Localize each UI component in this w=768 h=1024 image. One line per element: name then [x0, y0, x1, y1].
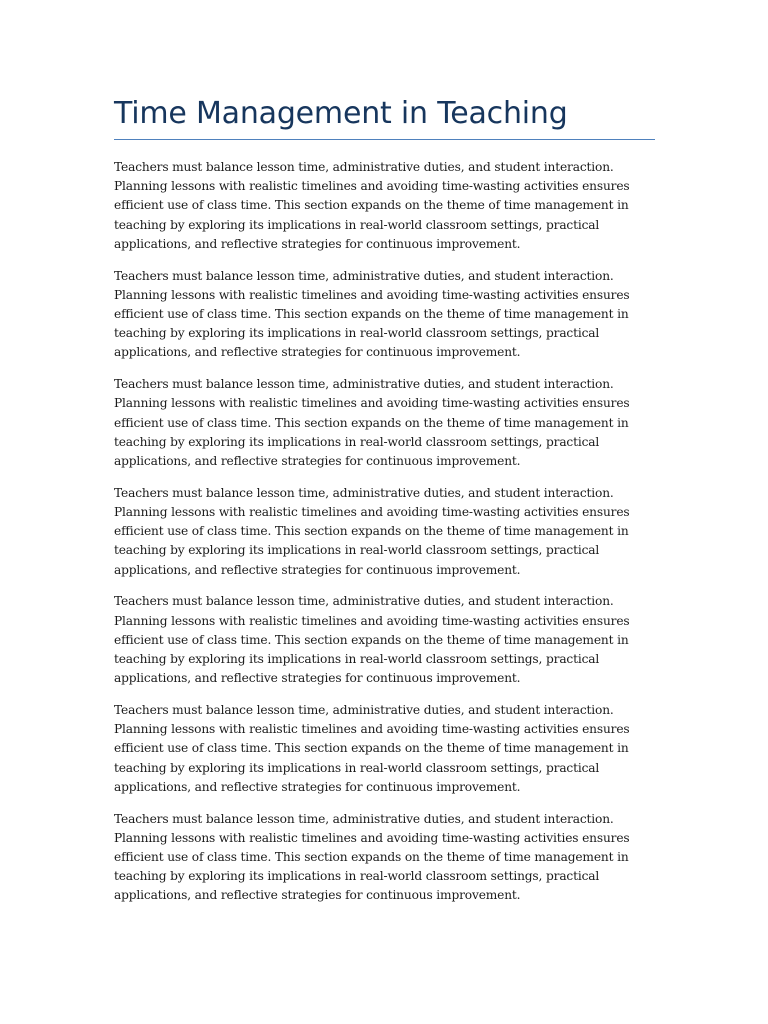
body-paragraph: Teachers must balance lesson time, administrative duties, and student interaction. Planning lessons with realistic timelines and avoiding time-wasting activities ensures efficient use of class time. This section expands on the theme of time management in teaching by exploring its implications in real-world classroom settings, practical applications, and reflective strategies for continuous improvement.	[114, 377, 630, 469]
body-paragraph: Teachers must balance lesson time, administrative duties, and student interaction. Planning lessons with realistic timelines and avoiding time-wasting activities ensures efficient use of class time. This section expands on the theme of time management in teaching by exploring its implications in real-world classroom settings, practical applications, and reflective strategies for continuous improvement.	[114, 268, 630, 360]
title-underline-rule	[114, 139, 655, 140]
document-title: Time Management in Teaching	[114, 96, 568, 131]
body-paragraph: Teachers must balance lesson time, administrative duties, and student interaction. Planning lessons with realistic timelines and avoiding time-wasting activities ensures efficient use of class time. This section expands on the theme of time management in teaching by exploring its implications in real-world classroom settings, practical applications, and reflective strategies for continuous improvement.	[114, 485, 630, 577]
body-paragraph: Teachers must balance lesson time, administrative duties, and student interaction. Planning lessons with realistic timelines and avoiding time-wasting activities ensures efficient use of class time. This section expands on the theme of time management in teaching by exploring its implications in real-world classroom settings, practical applications, and reflective strategies for continuous improvement.	[114, 594, 630, 686]
body-paragraph: Teachers must balance lesson time, administrative duties, and student interaction. Planning lessons with realistic timelines and avoiding time-wasting activities ensures efficient use of class time. This section expands on the theme of time management in teaching by exploring its implications in real-world classroom settings, practical applications, and reflective strategies for continuous improvement.	[114, 160, 630, 251]
document-body	[114, 158, 658, 918]
body-paragraph: Teachers must balance lesson time, administrative duties, and student interaction. Planning lessons with realistic timelines and avoiding time-wasting activities ensures efficient use of class time. This section expands on the theme of time management in teaching by exploring its implications in real-world classroom settings, practical applications, and reflective strategies for continuous improvement.	[114, 703, 630, 794]
body-paragraph: Teachers must balance lesson time, administrative duties, and student interaction. Planning lessons with realistic timelines and avoiding time-wasting activities ensures efficient use of class time. This section expands on the theme of time management in teaching by exploring its implications in real-world classroom settings, practical applications, and reflective strategies for continuous improvement.	[114, 811, 630, 903]
